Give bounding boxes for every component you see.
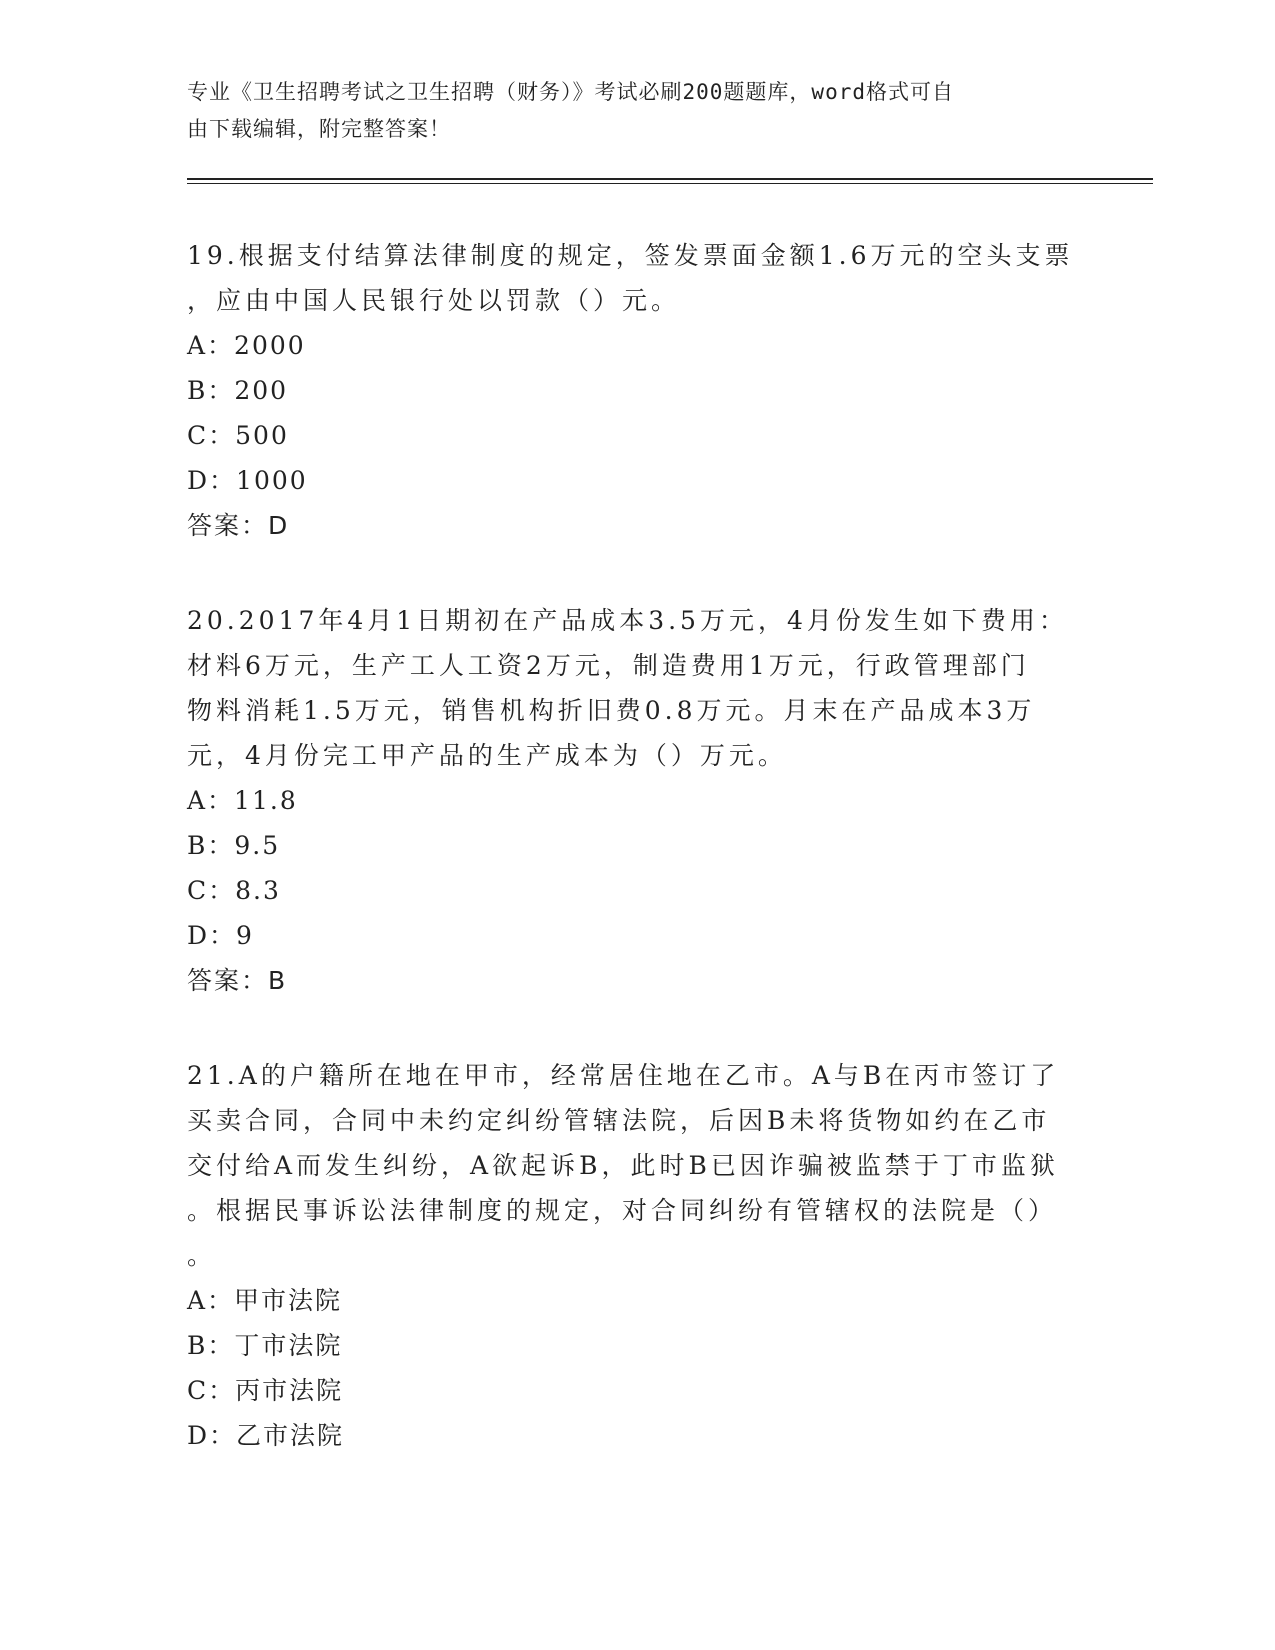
option-d: D：9 <box>187 921 254 950</box>
answer-label: 答案：D <box>187 511 290 540</box>
question-text-line: 物料消耗1.5万元，销售机构折旧费0.8万元。月末在产品成本3万 <box>187 696 1036 725</box>
option-b: B：丁市法院 <box>187 1331 343 1360</box>
option-c: C：500 <box>187 421 289 450</box>
question-20 <box>187 598 1087 1003</box>
option-d: D：1000 <box>187 466 308 495</box>
question-text-line: 。根据民事诉讼法律制度的规定，对合同纠纷有管辖权的法院是（） <box>187 1196 1058 1225</box>
question-text-line: 买卖合同，合同中未约定纠纷管辖法院，后因B未将货物如约在乙市 <box>187 1106 1051 1135</box>
question-text-line: 。 <box>187 1241 217 1270</box>
question-text-line: ，应由中国人民银行处以罚款（）元。 <box>187 286 681 315</box>
header-line-2: 由下载编辑，附完整答案！ <box>187 117 451 141</box>
document-header <box>187 74 1087 148</box>
option-c: C：丙市法院 <box>187 1376 344 1405</box>
question-text-line: 元，4月份完工甲产品的生产成本为（）万元。 <box>187 741 787 770</box>
header-divider-thick <box>187 178 1153 180</box>
question-text-line: 20.2017年4月1日期初在产品成本3.5万元，4月份发生如下费用： <box>187 606 1068 635</box>
question-21 <box>187 1053 1087 1458</box>
question-19 <box>187 233 1087 548</box>
option-d: D：乙市法院 <box>187 1421 345 1450</box>
answer-label: 答案：B <box>187 966 288 995</box>
question-text-line: 交付给A而发生纠纷，A欲起诉B，此时B已因诈骗被监禁于丁市监狱 <box>187 1151 1059 1180</box>
option-a: A：甲市法院 <box>187 1286 343 1315</box>
option-b: B：9.5 <box>187 831 281 860</box>
header-line-1: 专业《卫生招聘考试之卫生招聘（财务）》考试必刷200题题库，word格式可自 <box>187 80 954 104</box>
option-a: A：2000 <box>187 331 306 360</box>
question-text-line: 19.根据支付结算法律制度的规定，签发票面金额1.6万元的空头支票 <box>187 241 1074 270</box>
header-divider-thin <box>187 183 1153 184</box>
option-a: A：11.8 <box>187 786 298 815</box>
option-c: C：8.3 <box>187 876 281 905</box>
question-text-line: 21.A的户籍所在地在甲市，经常居住地在乙市。A与B在丙市签订了 <box>187 1061 1060 1090</box>
question-text-line: 材料6万元，生产工人工资2万元，制造费用1万元，行政管理部门 <box>187 651 1030 680</box>
option-b: B：200 <box>187 376 289 405</box>
